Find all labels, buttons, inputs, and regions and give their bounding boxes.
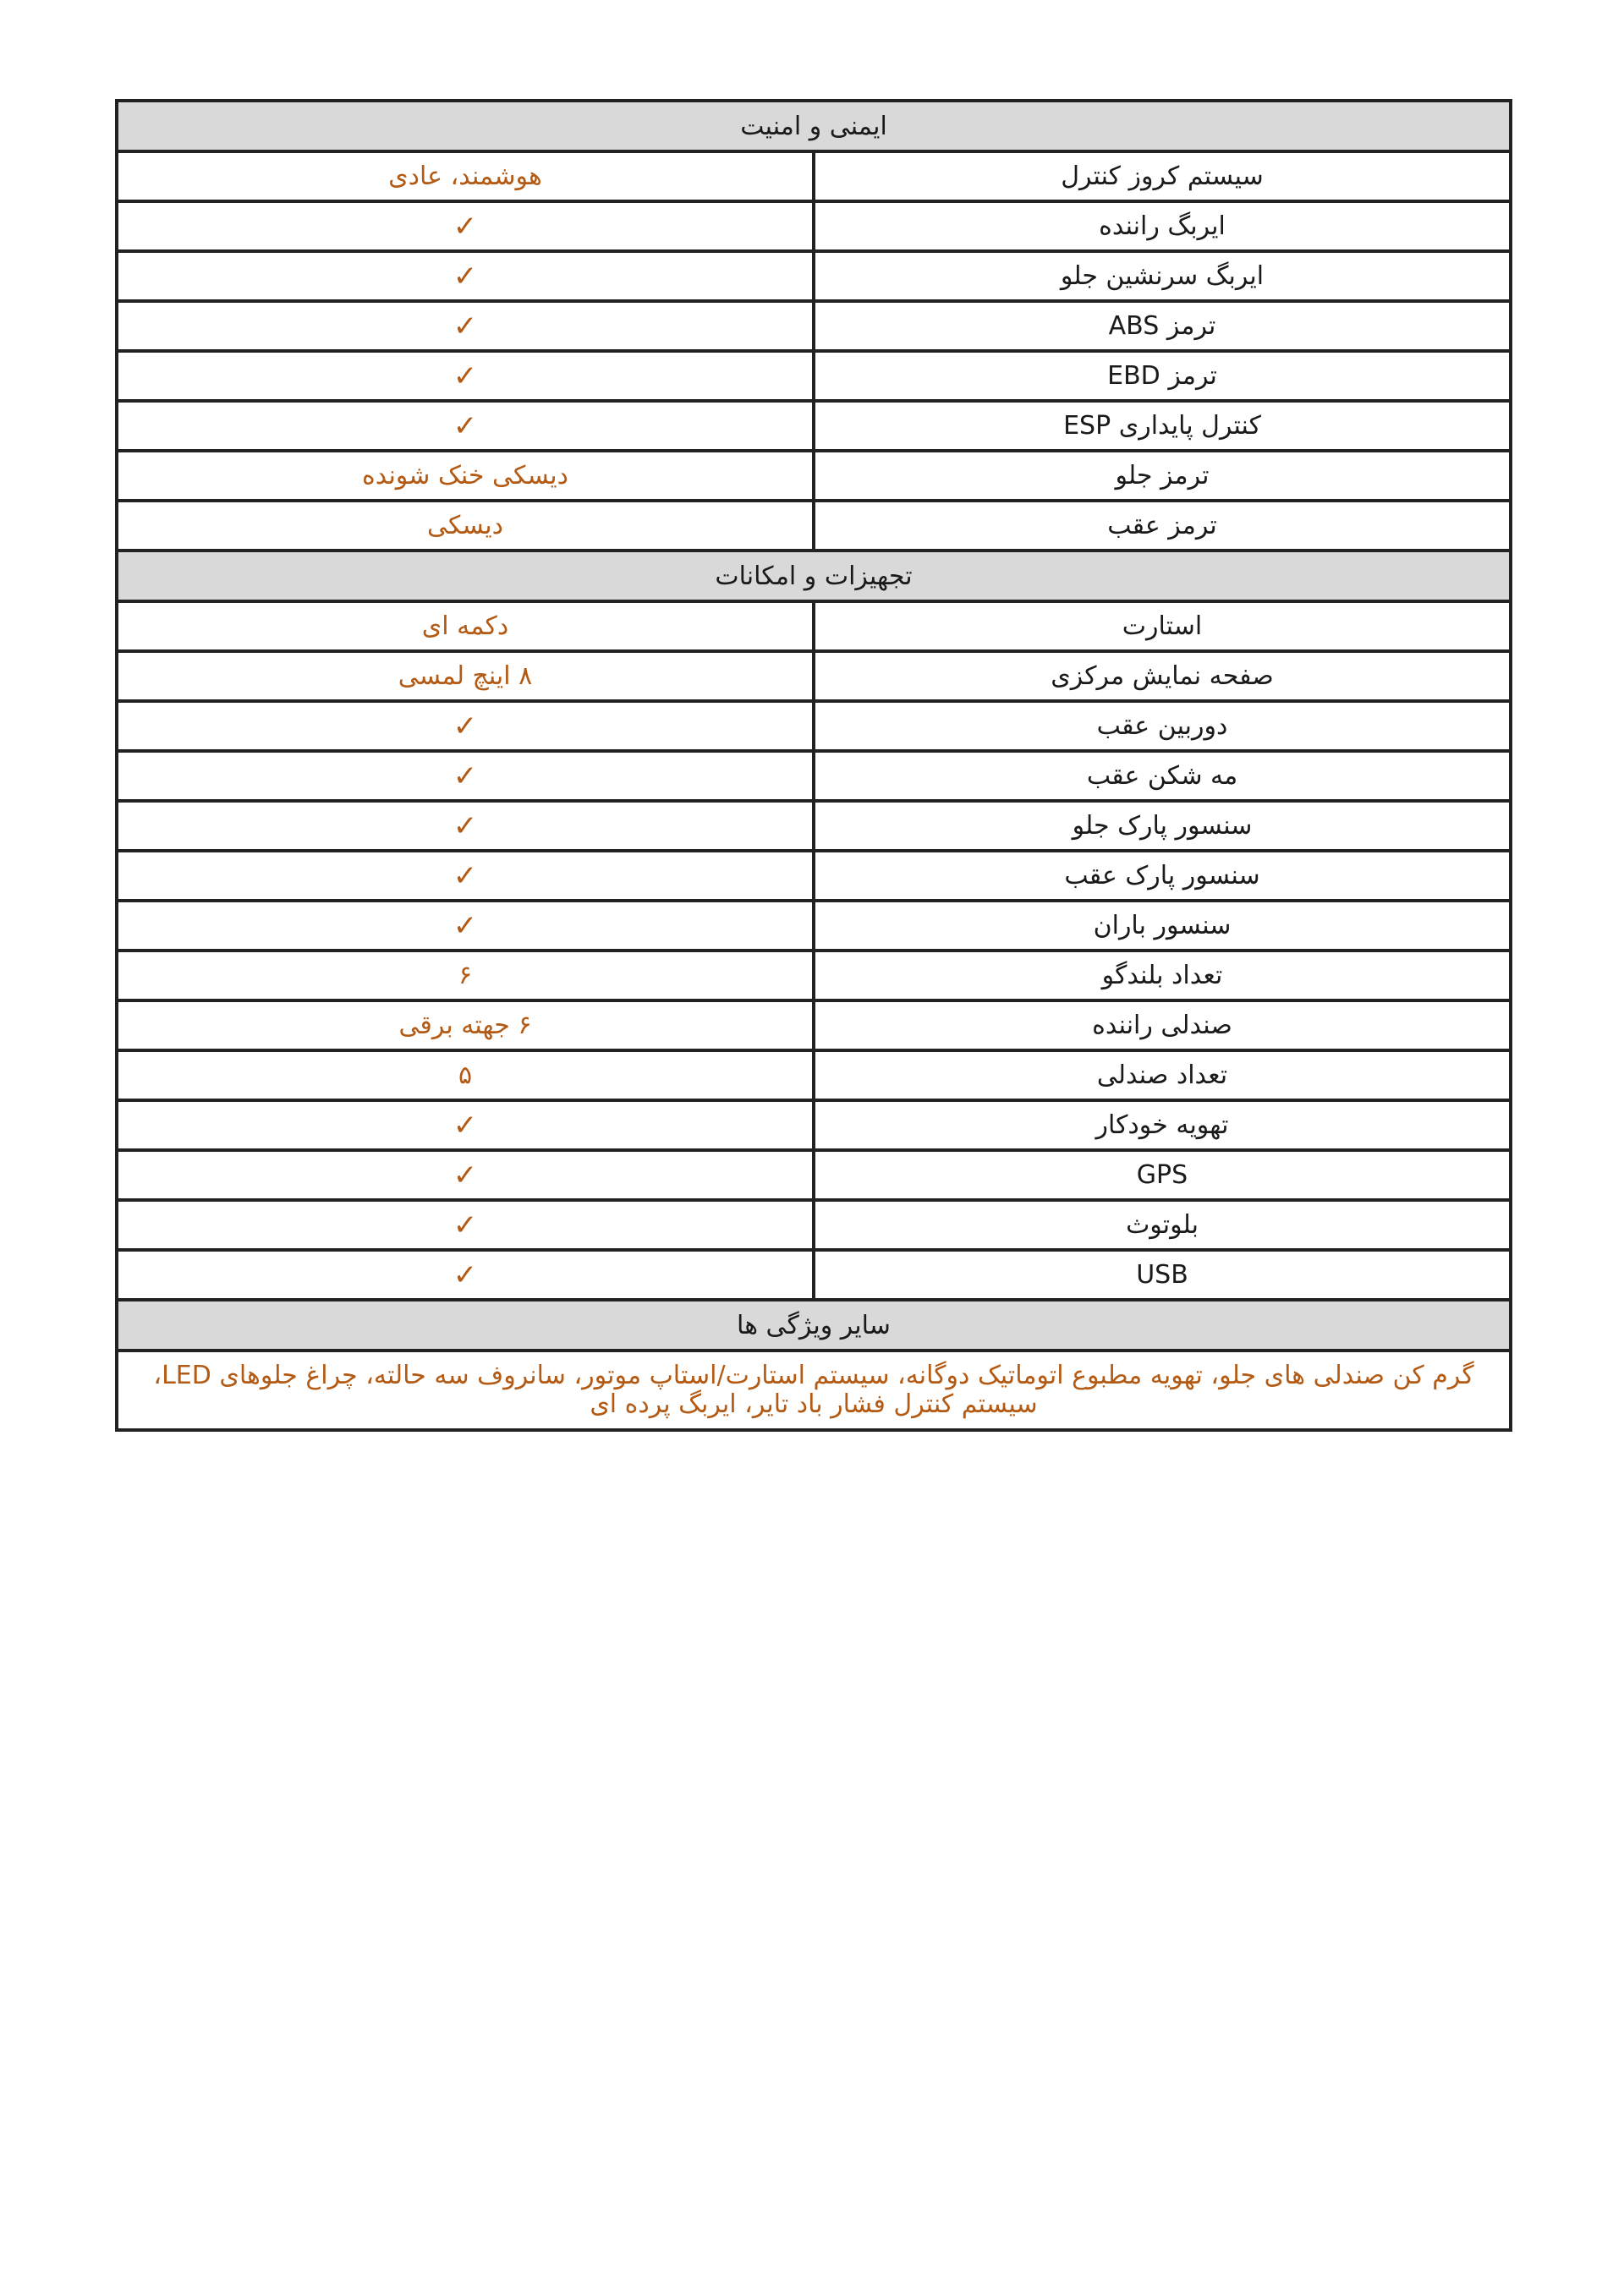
table-row [117,201,1511,251]
other-features-row [117,1351,1511,1430]
table-row [117,1000,1511,1050]
feature-value: ۵ [117,1050,814,1100]
check-icon: ✓ [117,801,814,851]
feature-value: دیسکی خنک شونده [117,451,814,501]
safety-section [117,101,1511,551]
feature-value: دیسکی [117,501,814,551]
feature-label: سنسور پارک عقب [814,851,1511,901]
table-row [117,1050,1511,1100]
check-icon: ✓ [117,751,814,801]
table-row [117,601,1511,651]
check-icon: ✓ [117,351,814,401]
feature-label: صندلی راننده [814,1000,1511,1050]
other-features-text: گرم کن صندلی های جلو، تهویه مطبوع اتوماتیک دوگانه، سیستم استارت/استاپ موتور، سانروف سه حالته، چراغ جلوهای LED، سیستم کنترل فشار باد تایر، ایربگ پرده ای [117,1351,1511,1430]
spec-table [115,99,1512,1432]
table-row [117,1250,1511,1300]
feature-label: ایربگ سرنشین جلو [814,251,1511,301]
check-icon: ✓ [117,701,814,751]
check-icon: ✓ [117,201,814,251]
table-row [117,351,1511,401]
table-row [117,401,1511,451]
feature-label: ترمز EBD [814,351,1511,401]
feature-label: ترمز عقب [814,501,1511,551]
equipment-section [117,551,1511,1300]
feature-label: بلوتوث [814,1200,1511,1250]
table-row [117,1100,1511,1150]
feature-label: صفحه نمایش مرکزی [814,651,1511,701]
section-title: سایر ویژگی ها [117,1300,1511,1351]
feature-value: ۶ جهته برقی [117,1000,814,1050]
table-row [117,751,1511,801]
check-icon: ✓ [117,301,814,351]
feature-label: تعداد بلندگو [814,951,1511,1000]
feature-label: USB [814,1250,1511,1300]
feature-label: سنسور پارک جلو [814,801,1511,851]
feature-label: تهویه خودکار [814,1100,1511,1150]
feature-label: استارت [814,601,1511,651]
feature-label: ترمز ABS [814,301,1511,351]
check-icon: ✓ [117,1200,814,1250]
table-row [117,251,1511,301]
section-header-safety [117,101,1511,151]
table-row [117,1200,1511,1250]
feature-value: ۶ [117,951,814,1000]
feature-value: دکمه ای [117,601,814,651]
table-row [117,701,1511,751]
table-row [117,951,1511,1000]
feature-value: ۸ اینچ لمسی [117,651,814,701]
check-icon: ✓ [117,251,814,301]
feature-label: سنسور باران [814,901,1511,951]
section-title: ایمنی و امنیت [117,101,1511,151]
feature-label: تعداد صندلی [814,1050,1511,1100]
table-row [117,151,1511,201]
check-icon: ✓ [117,401,814,451]
feature-label: ترمز جلو [814,451,1511,501]
other-features-section [117,1300,1511,1430]
check-icon: ✓ [117,901,814,951]
table-row [117,651,1511,701]
feature-value: هوشمند، عادی [117,151,814,201]
feature-label: مه شکن عقب [814,751,1511,801]
check-icon: ✓ [117,1150,814,1200]
check-icon: ✓ [117,1250,814,1300]
check-icon: ✓ [117,1100,814,1150]
feature-label: GPS [814,1150,1511,1200]
table-row [117,301,1511,351]
table-row [117,1150,1511,1200]
table-row [117,501,1511,551]
table-row [117,851,1511,901]
feature-label: کنترل پایداری ESP [814,401,1511,451]
table-row [117,901,1511,951]
table-row [117,801,1511,851]
feature-label: سیستم کروز کنترل [814,151,1511,201]
section-title: تجهیزات و امکانات [117,551,1511,601]
feature-label: دوربین عقب [814,701,1511,751]
section-header-other [117,1300,1511,1351]
section-header-equipment [117,551,1511,601]
check-icon: ✓ [117,851,814,901]
feature-label: ایربگ راننده [814,201,1511,251]
table-row [117,451,1511,501]
